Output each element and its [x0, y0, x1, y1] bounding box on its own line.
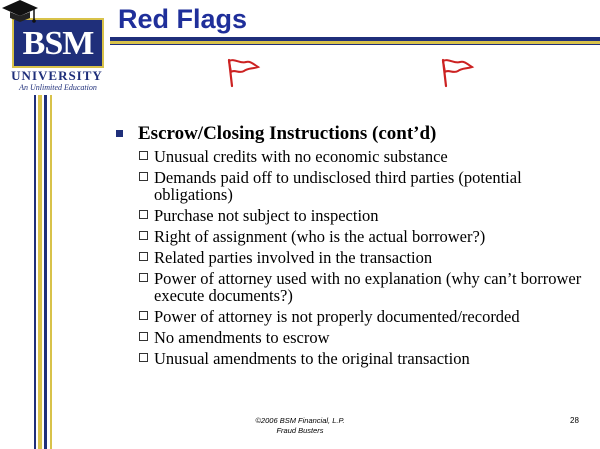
list-item-text: Demands paid off to undisclosed third parties (potential obligations) [154, 168, 522, 204]
main-bullet-marker [116, 130, 123, 137]
list-item [116, 308, 596, 325]
footer [200, 416, 400, 436]
list-item-text: Power of attorney is not properly documented/recorded [154, 307, 520, 326]
side-rule-gold [38, 95, 42, 449]
list-item [116, 148, 596, 165]
side-rule [44, 95, 47, 449]
red-flag-icon [226, 56, 262, 90]
list-item [116, 270, 596, 304]
list-item-text: Unusual credits with no economic substance [154, 147, 448, 166]
hollow-square-bullet [139, 332, 148, 341]
list-item-text: Right of assignment (who is the actual borrower?) [154, 227, 486, 246]
list-item [116, 207, 596, 224]
list-item [116, 350, 596, 367]
red-flag-icon [440, 56, 476, 90]
list-item-text: Unusual amendments to the original transaction [154, 349, 470, 368]
page-title: Red Flags [118, 4, 248, 34]
side-rule [34, 95, 36, 449]
hollow-square-bullet [139, 151, 148, 160]
logo-letters: BSM [22, 25, 94, 62]
hollow-square-bullet [139, 210, 148, 219]
logo-university: UNIVERSITY [11, 68, 103, 83]
page-number: 28 [570, 416, 579, 425]
logo-tagline: An Unlimited Education [19, 83, 97, 92]
logo-box [12, 18, 104, 68]
list-item-text: Related parties involved in the transaction [154, 248, 433, 267]
list-item [116, 249, 596, 266]
hollow-square-bullet [139, 252, 148, 261]
sub-bullet-list [116, 148, 596, 367]
footer-copyright: ©2006 BSM Financial, L.P. [255, 416, 345, 425]
hollow-square-bullet [139, 311, 148, 320]
hollow-square-bullet [139, 353, 148, 362]
bsm-university-logo [4, 4, 110, 92]
list-item-text: No amendments to escrow [154, 328, 330, 347]
slide-content [116, 122, 596, 371]
hollow-square-bullet [139, 273, 148, 282]
list-item [116, 228, 596, 245]
list-item-text: Power of attorney used with no explanation (why can’t borrower execute documents?) [154, 269, 582, 305]
footer-subtitle: Fraud Busters [276, 426, 324, 435]
hollow-square-bullet [139, 231, 148, 240]
graduation-cap-icon [0, 0, 40, 24]
main-bullet-heading: Escrow/Closing Instructions (cont’d) [138, 123, 437, 144]
list-item [116, 329, 596, 346]
header-rule-thin [110, 44, 600, 45]
list-item [116, 169, 596, 203]
hollow-square-bullet [139, 172, 148, 181]
list-item-text: Purchase not subject to inspection [154, 206, 379, 225]
side-rule-gold [50, 95, 52, 449]
